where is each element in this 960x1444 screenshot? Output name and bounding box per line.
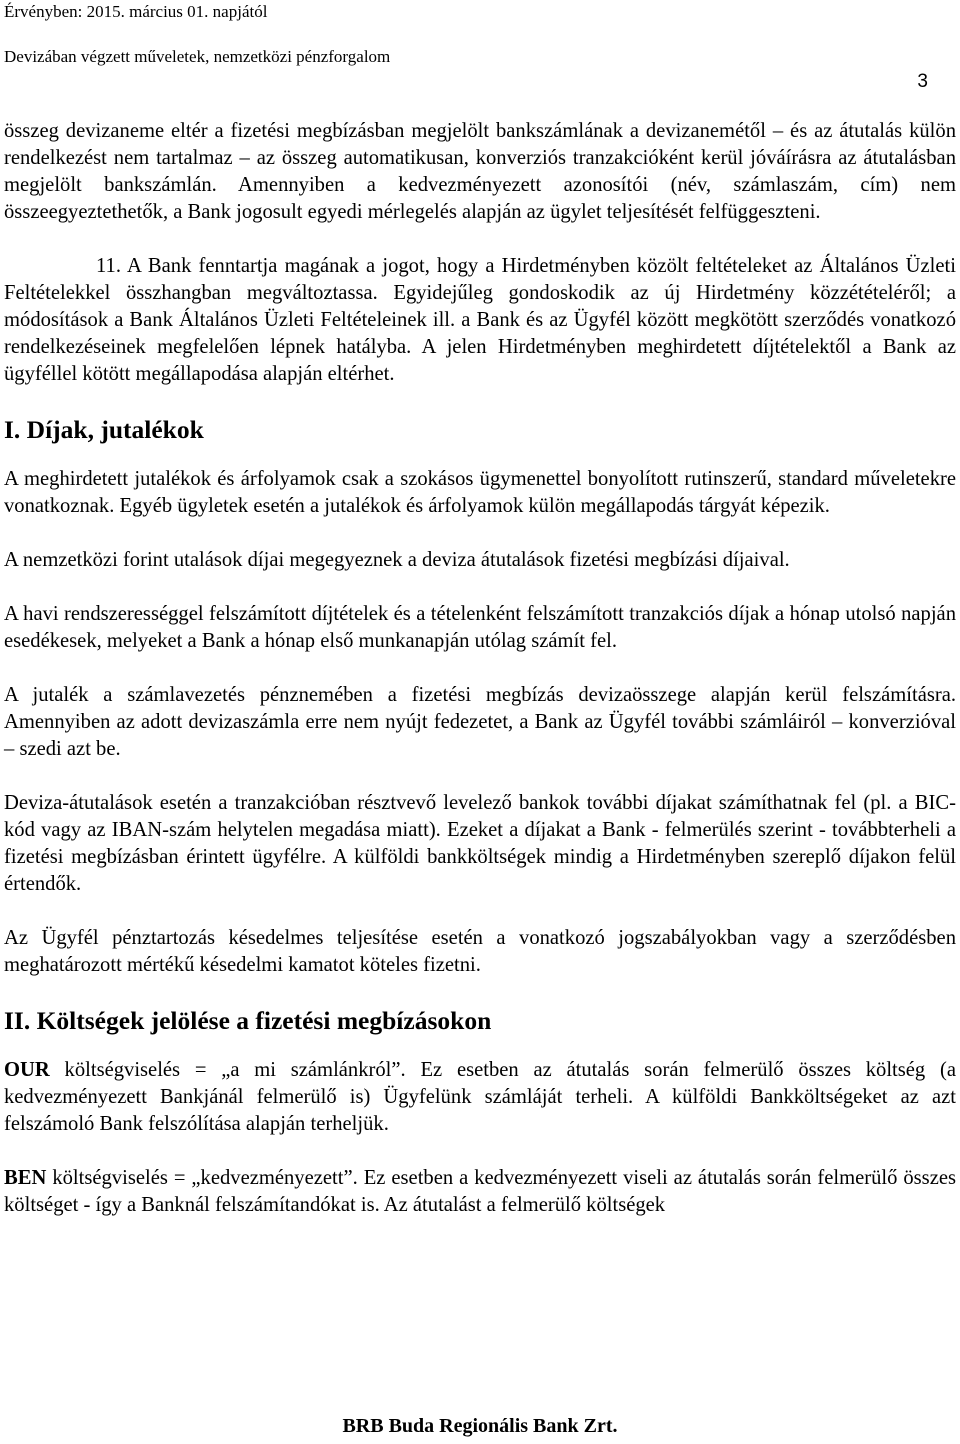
paragraph-late-payment: Az Ügyfél pénztartozás késedelmes teljesítése esetén a vonatkozó jogszabályokban vagy a szerződésben meghatározott mértékű késedelmi kamatot köteles fizetni. bbox=[4, 927, 956, 976]
paragraph-ben-cost bbox=[4, 1165, 956, 1219]
paragraph-monthly-fees: A havi rendszerességgel felszámított díjtételek és a tételenként felszámított tranzakciós díjak a hónap utolsó napján esedékesek, melyeket a Bank a hónap első munkanapján utólag számít fel. bbox=[4, 603, 956, 652]
paragraph-point-11: 11. A Bank fenntartja magának a jogot, hogy a Hirdetményben közölt feltételeket az Általános Üzleti Feltételekkel összhangban megváltoztassa. Egyidejűleg gondoskodik az új Hirdetmény közzétételéről; a módosítások a Bank Általános Üzleti Feltételeinek ill. a Bank és az Ügyfél között megkötött szerződés vonatkozó rendelkezéseinek megfelelően lépnek hatályba. A jelen Hirdetményben meghirdetett díjtételektől a Bank az ügyféllel kötött megállapodása alapján eltérhet. bbox=[4, 255, 956, 385]
our-description: költségviselés = „a mi számlánkról”. Ez esetben az átutalás során felmerülő összes költség (a kedvezményezett Bankjánál felmerülő is) Ügyfelünk számláját terheli. A külföldi Bankköltségeket az azt felszámoló Bank felszólítása alapján terheljük. bbox=[4, 1059, 956, 1135]
ben-term: BEN bbox=[4, 1167, 47, 1189]
paragraph-commission-currency: A jutalék a számlavezetés pénznemében a fizetési megbízás devizaösszege alapján kerül felszámításra. Amennyiben az adott devizaszámla erre nem nyújt fedezetet, a Bank az Ügyfél további számláiról – konverzióval – szedi azt be. bbox=[4, 684, 956, 760]
page-number: 3 bbox=[917, 71, 928, 92]
ben-description: költségviselés = „kedvezményezett”. Ez esetben a kedvezményezett viseli az átutalás során felmerülő összes költséget - így a Banknál felszámítandókat is. Az átutalást a felmerülő költségek bbox=[4, 1167, 956, 1216]
paragraph-transfer-conversion: összeg devizaneme eltér a fizetési megbízásban megjelölt bankszámlának a devizanemétől – és az átutalás külön rendelkezést nem tartalmaz – az összeg automatikusan, konverziós tranzakcióként kerül jóváírásra az átutalásban megjelölt bankszámlán. Amennyiben a kedvezményezett azonosítói (név, számlaszám, cím) nem összeegyeztethetők, a Bank jogosult egyedi mérlegelés alapján az ügylet teljesítését felfüggeszteni. bbox=[4, 120, 956, 223]
header-subject: Devizában végzett műveletek, nemzetközi pénzforgalom bbox=[4, 47, 391, 66]
paragraph-standard-operations: A meghirdetett jutalékok és árfolyamok csak a szokásos ügymenettel bonyolított rutinszerű, standard műveletekre vonatkoznak. Egyéb ügyletek esetén a jutalékok és árfolyamok külön megállapodás tárgyát képezik. bbox=[4, 468, 956, 517]
our-term: OUR bbox=[4, 1059, 50, 1081]
paragraph-forint-transfers: A nemzetközi forint utalások díjai megegyeznek a deviza átutalások fizetési megbízási díjaival. bbox=[4, 549, 790, 571]
section-heading-cost-designation: II. Költségek jelölése a fizetési megbízásokon bbox=[4, 1006, 492, 1035]
paragraph-correspondent-fees: Deviza-átutalások esetén a tranzakcióban résztvevő levelező bankok további díjakat számíthatnak fel (pl. a BIC-kód vagy az IBAN-szám helytelen megadása miatt). Ezeket a díjakat a Bank - felmerülés szerint - továbbterheli a fizetési megbízásban érintett ügyfélre. A külföldi bankköltségek mindig a Hirdetményben szereplő díjakon felül értendők. bbox=[4, 792, 956, 895]
document-body bbox=[4, 118, 956, 1219]
paragraph-our-cost bbox=[4, 1057, 956, 1138]
section-heading-fees: I. Díjak, jutalékok bbox=[4, 415, 204, 444]
header-validity: Érvényben: 2015. március 01. napjától bbox=[4, 2, 268, 21]
footer-bank-name: BRB Buda Regionális Bank Zrt. bbox=[342, 1415, 618, 1437]
